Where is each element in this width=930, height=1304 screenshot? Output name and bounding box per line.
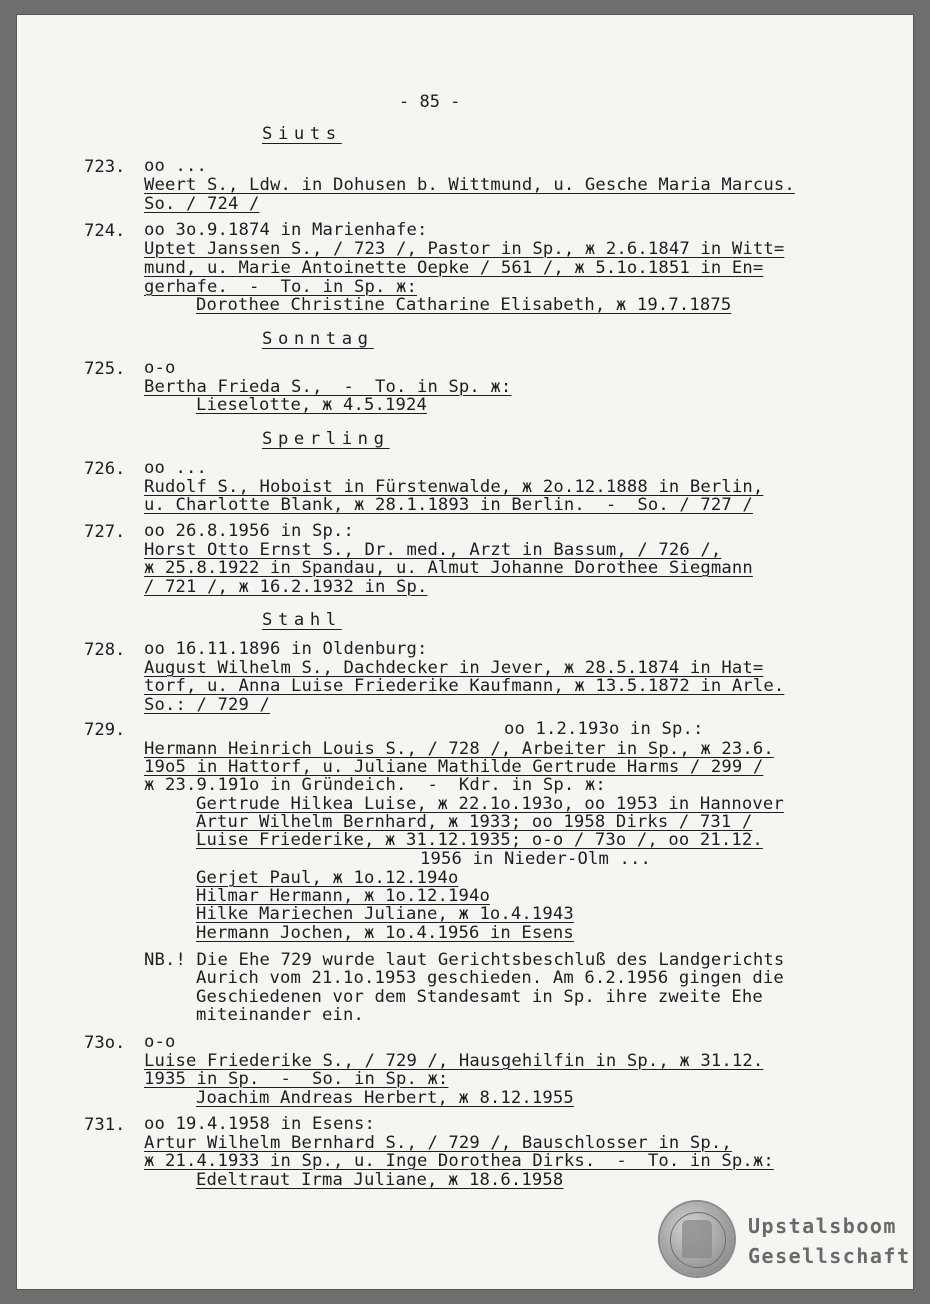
text-line: Joachim Andreas Herbert, ж 8.12.1955 bbox=[196, 1088, 574, 1108]
text-line: So.: / 729 / bbox=[144, 695, 270, 715]
text-line: torf, u. Anna Luise Friederike Kaufmann, ж 13.5.1872 in Arle. bbox=[144, 676, 785, 696]
text-line: oo 16.11.1896 in Oldenburg: bbox=[144, 639, 428, 659]
text-line: 1956 in Nieder-Olm ... bbox=[420, 849, 651, 869]
text-line: / 721 /, ж 16.2.1932 in Sp. bbox=[144, 577, 428, 597]
text-line: Artur Wilhelm Bernhard, ж 1933; oo 1958 Dirks / 731 / bbox=[196, 812, 753, 832]
text-line: Artur Wilhelm Bernhard S., / 729 /, Bauschlosser in Sp., bbox=[144, 1133, 732, 1153]
seal-icon bbox=[660, 1202, 734, 1276]
text-line: Edeltraut Irma Juliane, ж 18.6.1958 bbox=[196, 1170, 564, 1190]
text-line: Horst Otto Ernst S., Dr. med., Arzt in Bassum, / 726 /, bbox=[144, 540, 722, 560]
text-line: oo 1.2.193o in Sp.: bbox=[504, 719, 704, 739]
text-line: oo 26.8.1956 in Sp.: bbox=[144, 521, 354, 541]
text-line: o-o bbox=[144, 1032, 176, 1052]
text-line: ж 25.8.1922 in Spandau, u. Almut Johanne Dorothee Siegmann bbox=[144, 558, 753, 578]
text-line: ж 23.9.191o in Gründeich. - Kdr. in Sp. ж: bbox=[144, 775, 606, 795]
text-line: Gertrude Hilkea Luise, ж 22.1o.193o, oo 1953 in Hannover bbox=[196, 794, 784, 814]
logo-line-1: Upstalsboom bbox=[748, 1214, 897, 1238]
text-line: Hermann Heinrich Louis S., / 728 /, Arbeiter in Sp., ж 23.6. bbox=[144, 739, 774, 759]
section-heading: Siuts bbox=[262, 124, 342, 144]
entry-number: 728. bbox=[84, 640, 126, 660]
text-line: Bertha Frieda S., - To. in Sp. ж: bbox=[144, 377, 512, 397]
text-line: Hermann Jochen, ж 1o.4.1956 in Esens bbox=[196, 923, 574, 943]
text-line: mund, u. Marie Antoinette Oepke / 561 /, ж 5.1o.1851 in En= bbox=[144, 258, 764, 278]
text-line: Aurich vom 21.1o.1953 geschieden. Am 6.2.1956 gingen die bbox=[196, 968, 784, 988]
entry-number: 724. bbox=[84, 221, 126, 241]
text-line: Geschiedenen vor dem Standesamt in Sp. ihre zweite Ehe bbox=[196, 987, 763, 1007]
text-line: oo ... bbox=[144, 458, 207, 478]
section-heading: Stahl bbox=[262, 610, 342, 630]
text-line: u. Charlotte Blank, ж 28.1.1893 in Berlin. - So. / 727 / bbox=[144, 495, 753, 515]
text-line: oo 19.4.1958 in Esens: bbox=[144, 1114, 375, 1134]
text-line: Hilke Mariechen Juliane, ж 1o.4.1943 bbox=[196, 904, 574, 924]
text-line: Rudolf S., Hoboist in Fürstenwalde, ж 2o.12.1888 in Berlin, bbox=[144, 477, 764, 497]
text-line: Uptet Janssen S., / 723 /, Pastor in Sp., ж 2.6.1847 in Witt= bbox=[144, 239, 785, 259]
text-line: 19o5 in Hattorf, u. Juliane Mathilde Gertrude Harms / 299 / bbox=[144, 757, 764, 777]
text-line: Luise Friederike, ж 31.12.1935; o-o / 73o /, oo 21.12. bbox=[196, 830, 763, 850]
text-line: Luise Friederike S., / 729 /, Hausgehilfin in Sp., ж 31.12. bbox=[144, 1051, 764, 1071]
text-line: miteinander ein. bbox=[196, 1005, 364, 1025]
text-line: Lieselotte, ж 4.5.1924 bbox=[196, 395, 427, 415]
entry-number: 726. bbox=[84, 459, 126, 479]
text-line: o-o bbox=[144, 358, 176, 378]
text-line: Gerjet Paul, ж 1o.12.194o bbox=[196, 868, 459, 888]
entry-number: 729. bbox=[84, 720, 126, 740]
entry-number: 723. bbox=[84, 157, 126, 177]
text-line: gerhafe. - To. in Sp. ж: bbox=[144, 277, 417, 297]
text-line: ж 21.4.1933 in Sp., u. Inge Dorothea Dirks. - To. in Sp.ж: bbox=[144, 1151, 774, 1171]
text-line: So. / 724 / bbox=[144, 194, 260, 214]
page-number: - 85 - bbox=[399, 92, 461, 112]
text-line: NB.! Die Ehe 729 wurde laut Gerichtsbeschluß des Landgerichts bbox=[144, 950, 785, 970]
entry-number: 725. bbox=[84, 359, 126, 379]
text-line: oo ... bbox=[144, 156, 207, 176]
entry-number: 731. bbox=[84, 1115, 126, 1135]
text-line: 1935 in Sp. - So. in Sp. ж: bbox=[144, 1069, 449, 1089]
text-line: August Wilhelm S., Dachdecker in Jever, ж 28.5.1874 in Hat= bbox=[144, 658, 764, 678]
section-heading: Sperling bbox=[262, 429, 390, 449]
document-page bbox=[16, 14, 914, 1290]
logo-line-2: Gesellschaft bbox=[748, 1244, 911, 1268]
entry-number: 727. bbox=[84, 522, 126, 542]
text-line: Weert S., Ldw. in Dohusen b. Wittmund, u. Gesche Maria Marcus. bbox=[144, 175, 795, 195]
text-line: oo 3o.9.1874 in Marienhafe: bbox=[144, 220, 428, 240]
text-line: Hilmar Hermann, ж 1o.12.194o bbox=[196, 886, 490, 906]
entry-number: 73o. bbox=[84, 1033, 126, 1053]
publisher-logo bbox=[660, 1202, 910, 1278]
section-heading: Sonntag bbox=[262, 329, 374, 349]
text-line: Dorothee Christine Catharine Elisabeth, ж 19.7.1875 bbox=[196, 295, 732, 315]
